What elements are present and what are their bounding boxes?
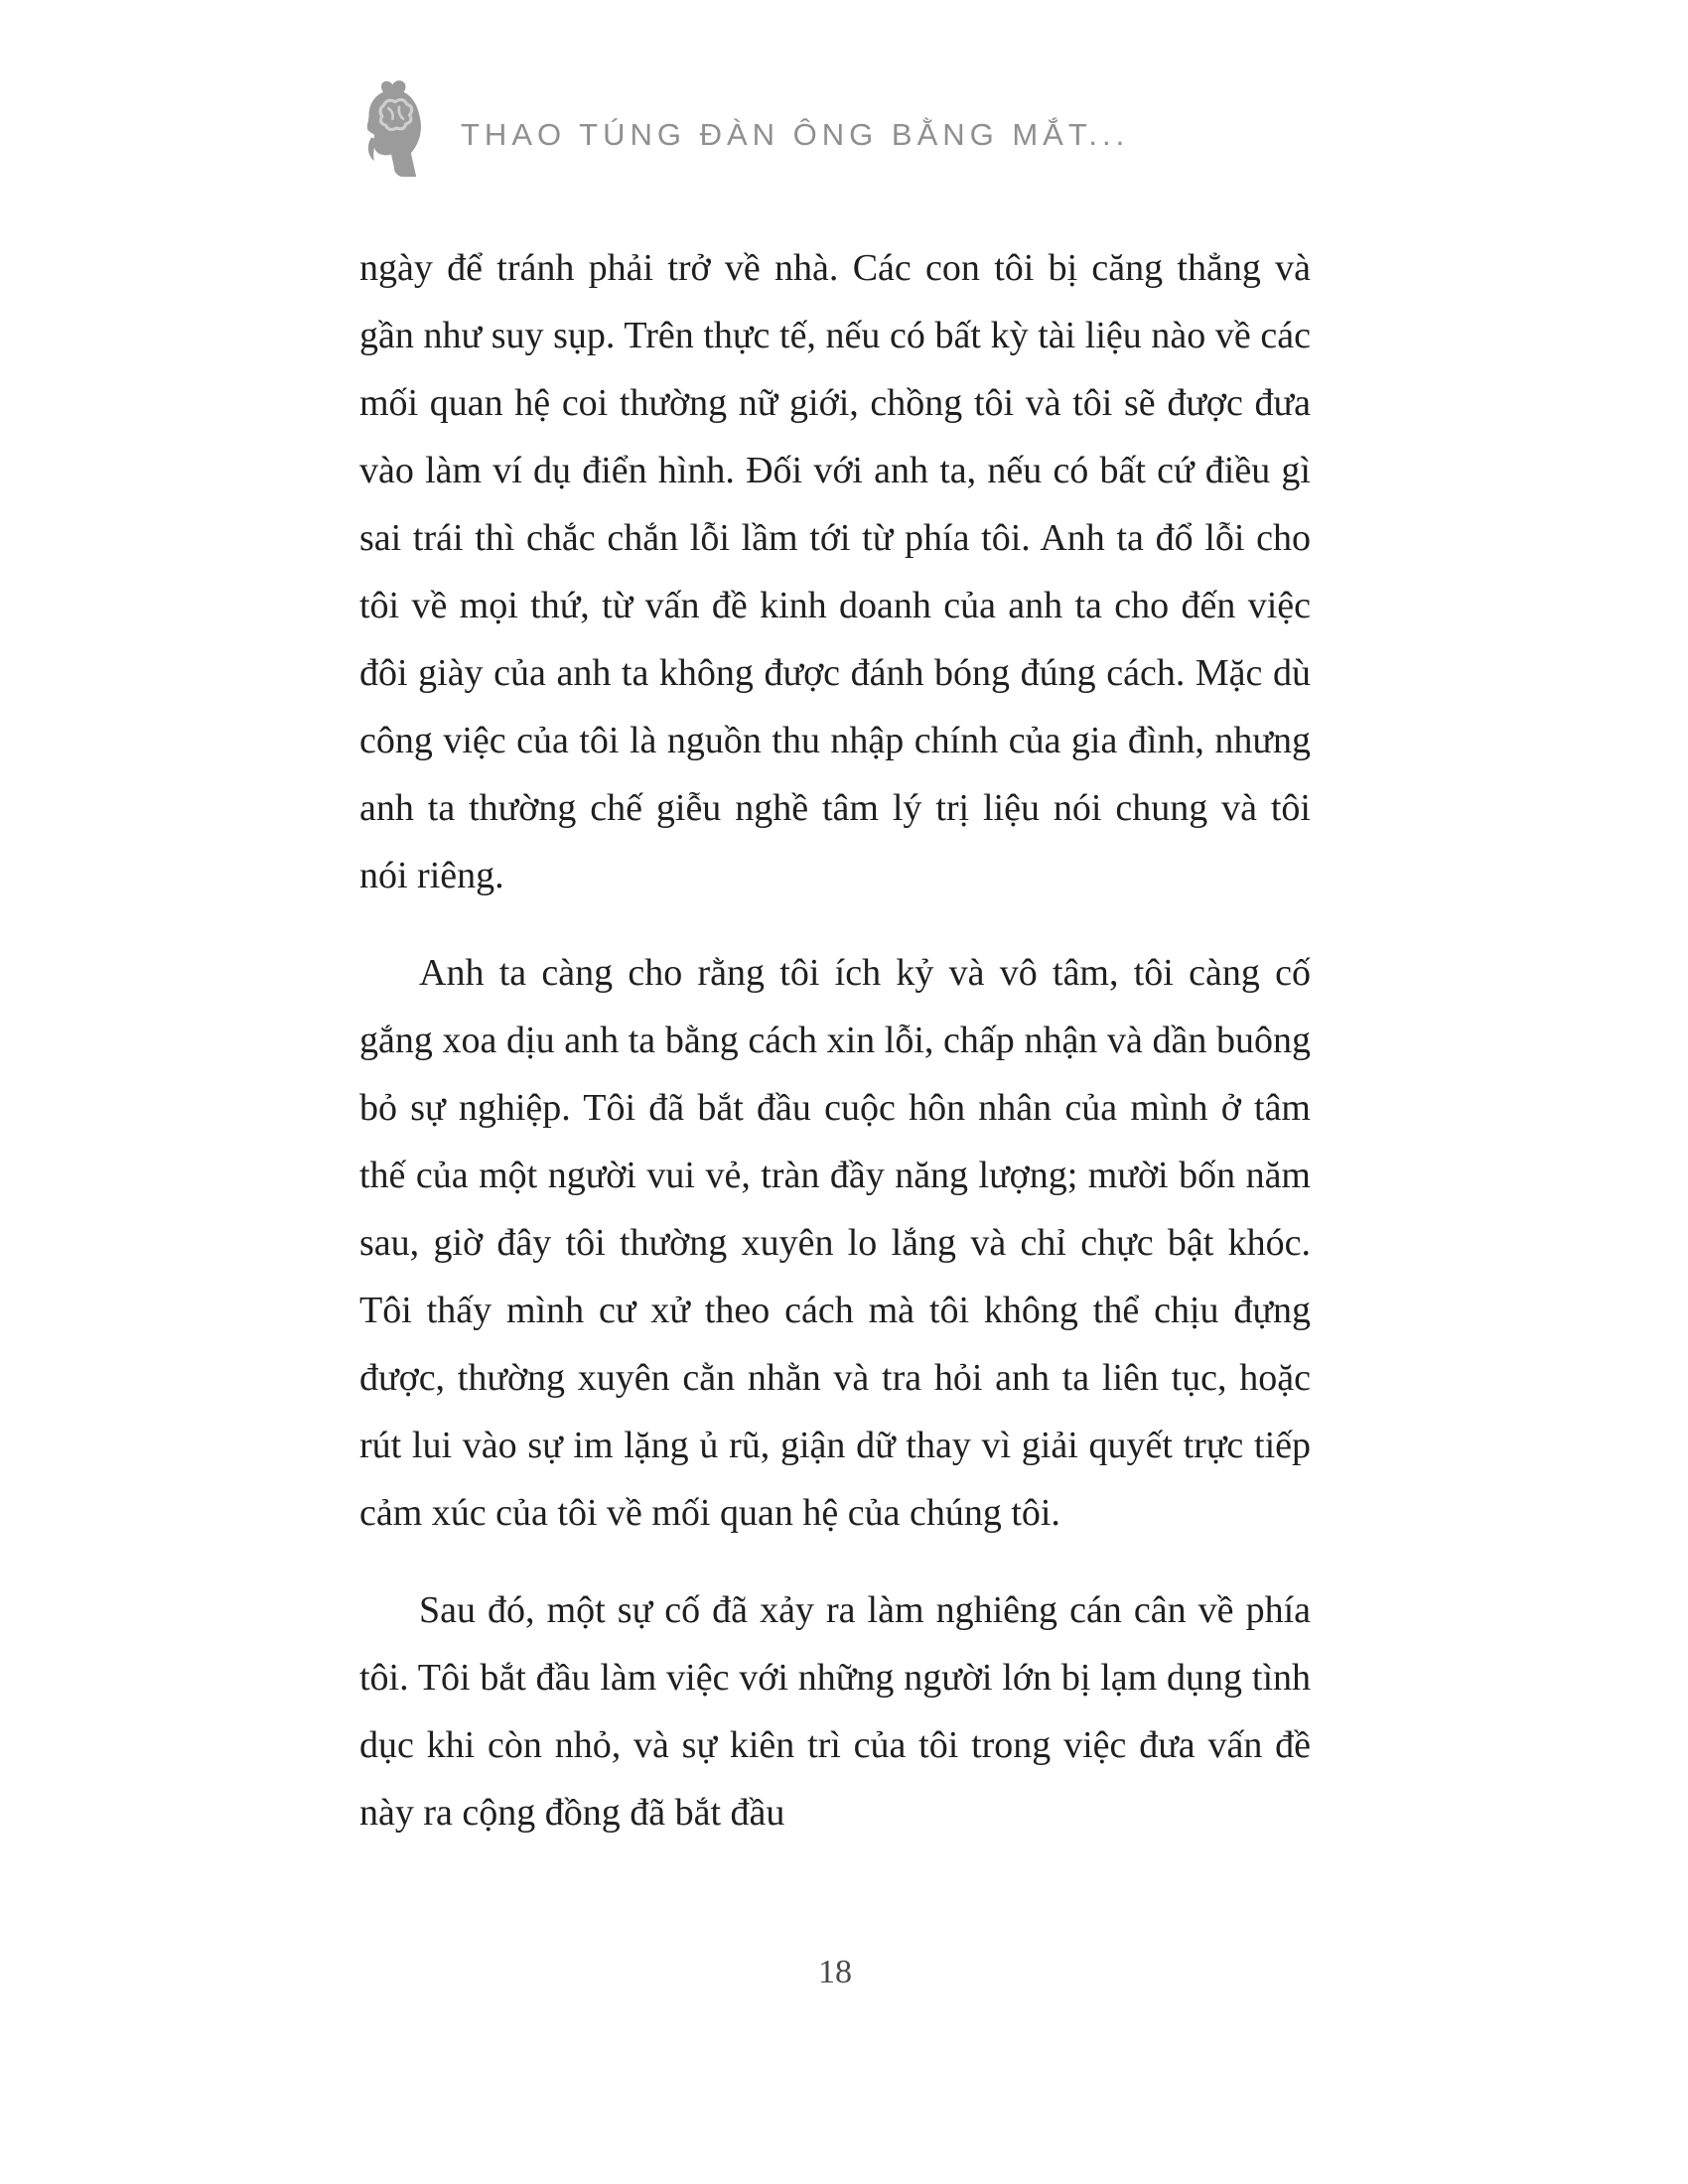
page-number: 18 — [818, 1954, 852, 1990]
paragraph: Sau đó, một sự cố đã xảy ra làm nghiêng cán cân về phía tôi. Tôi bắt đầu làm việc với những người lớn bị lạm dụng tình dục khi còn nhỏ, và sự kiên trì của tôi trong việc đưa vấn đề này ra cộng đồng đã bắt đầu — [359, 1589, 1311, 1834]
body-text-block — [359, 234, 1311, 1876]
page-header — [355, 79, 1129, 185]
paragraph: Anh ta càng cho rằng tôi ích kỷ và vô tâm, tôi càng cố gắng xoa dịu anh ta bằng cách xin lỗi, chấp nhận và dần buông bỏ sự nghiệp. Tôi đã bắt đầu cuộc hôn nhân của mình ở tâm thế của một người vui vẻ, tràn đầy năng lượng; mười bốn năm sau, giờ đây tôi thường xuyên lo lắng và chỉ chực bật khóc. Tôi thấy mình cư xử theo cách mà tôi không thể chịu đựng được, thường xuyên cằn nhằn và tra hỏi anh ta liên tục, hoặc rút lui vào sự im lặng ủ rũ, giận dữ thay vì giải quyết trực tiếp cảm xúc của tôi về mối quan hệ của chúng tôi. — [359, 952, 1311, 1534]
running-title: THAO TÚNG ĐÀN ÔNG BẰNG MẮT... — [461, 117, 1130, 152]
woman-head-icon — [355, 79, 435, 185]
paragraph: ngày để tránh phải trở về nhà. Các con tôi bị căng thẳng và gần như suy sụp. Trên thực tế, nếu có bất kỳ tài liệu nào về các mối quan hệ coi thường nữ giới, chồng tôi và tôi sẽ được đưa vào làm ví dụ điển hình. Đối với anh ta, nếu có bất cứ điều gì sai trái thì chắc chắn lỗi lầm tới từ phía tôi. Anh ta đổ lỗi cho tôi về mọi thứ, từ vấn đề kinh doanh của anh ta cho đến việc đôi giày của anh ta không được đánh bóng đúng cách. Mặc dù công việc của tôi là nguồn thu nhập chính của gia đình, nhưng anh ta thường chế giễu nghề tâm lý trị liệu nói chung và tôi nói riêng. — [359, 247, 1311, 896]
